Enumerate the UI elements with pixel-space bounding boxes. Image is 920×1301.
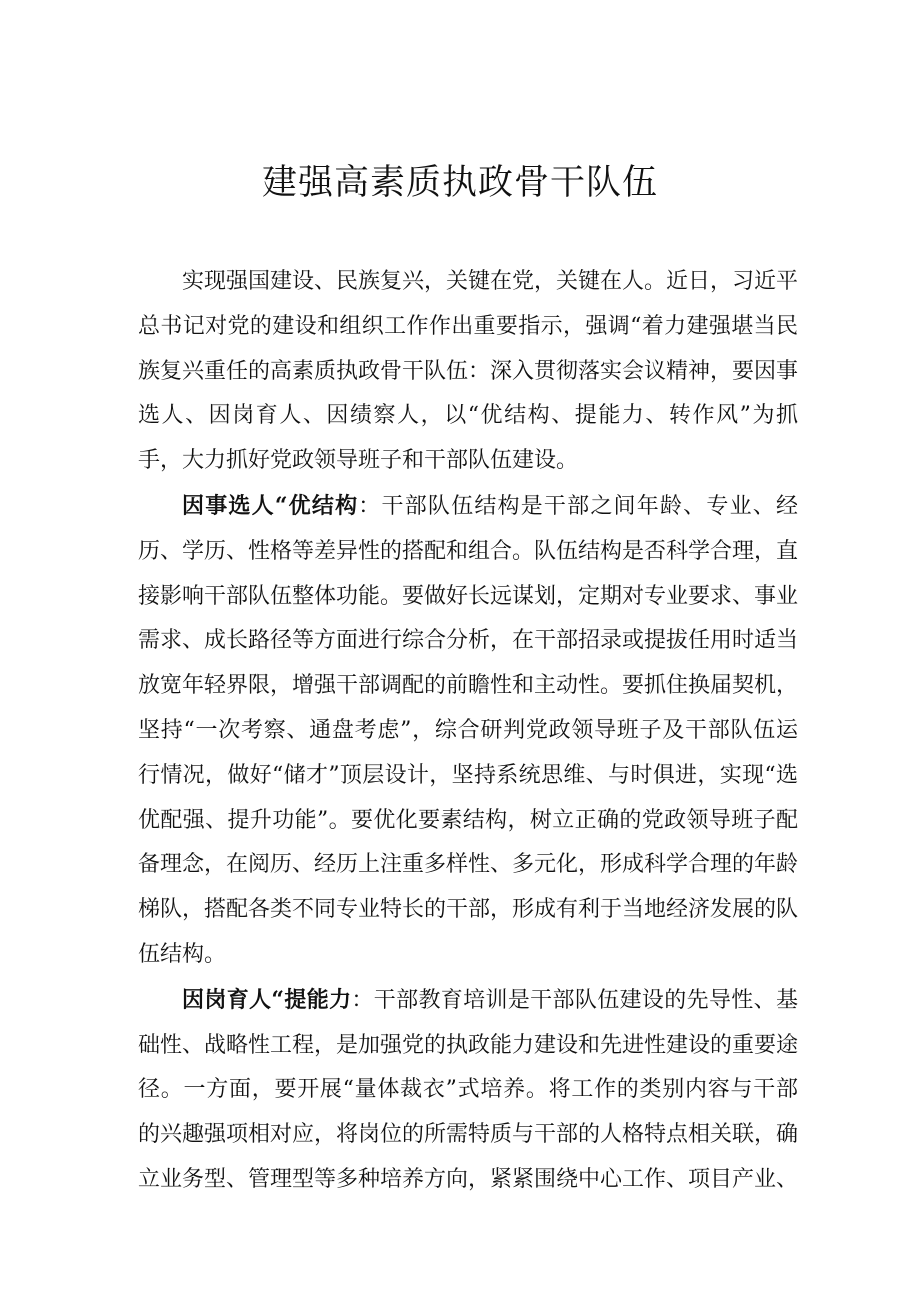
paragraph-improve-ability bbox=[138, 978, 798, 1203]
paragraph-lead: 因岗育人“提能力 bbox=[182, 986, 352, 1013]
paragraph-text: 实现强国建设、民族复兴，关键在党，关键在人。近日，习近平总书记对党的建设和组织工作作出重要指示，强调“着力建强堪当民族复兴重任的高素质执政骨干队伍：深入贯彻落实会议精神，要因事选人、因岗育人、因绩察人，以“优结构、提能力、转作风”为抓手，大力抓好党政领导班子和干部队伍建设。 bbox=[138, 269, 799, 474]
paragraph-lead: 因事选人“优结构 bbox=[182, 492, 359, 519]
paragraph-text: ：干部教育培训是干部队伍建设的先导性、基础性、战略性工程，是加强党的执政能力建设和先进性建设的重要途径。一方面，要开展“量体裁衣”式培养。将工作的类别内容与干部的兴趣强项相对应，将岗位的所需特质与干部的人格特点相关联，确立业务型、管理型等多种培养方向，紧紧围绕中心工作、项目产业、 bbox=[138, 987, 799, 1192]
document-title: 建强高素质执政骨干队伍 bbox=[261, 163, 658, 203]
paragraph-optimize-structure bbox=[138, 484, 798, 978]
document-body bbox=[138, 259, 798, 1203]
paragraph-intro bbox=[138, 259, 798, 484]
paragraph-text: ：干部队伍结构是干部之间年龄、专业、经历、学历、性格等差异性的搭配和组合。队伍结构是否科学合理，直接影响干部队伍整体功能。要做好长远谋划，定期对专业要求、事业需求、成长路径等方面进行综合分析，在干部招录或提拔任用时适当放宽年轻界限，增强干部调配的前瞻性和主动性。要抓住换届契机，坚持“一次考察、通盘考虑”，综合研判党政领导班子及干部队伍运行情况，做好“储才”顶层设计，坚持系统思维、与时俱进，实现“选优配强、提升功能”。要优化要素结构，树立正确的党政领导班子配备理念，在阅历、经历上注重多样性、多元化，形成科学合理的年龄梯队，搭配各类不同专业特长的干部，形成有利于当地经济发展的队伍结构。 bbox=[138, 493, 799, 967]
